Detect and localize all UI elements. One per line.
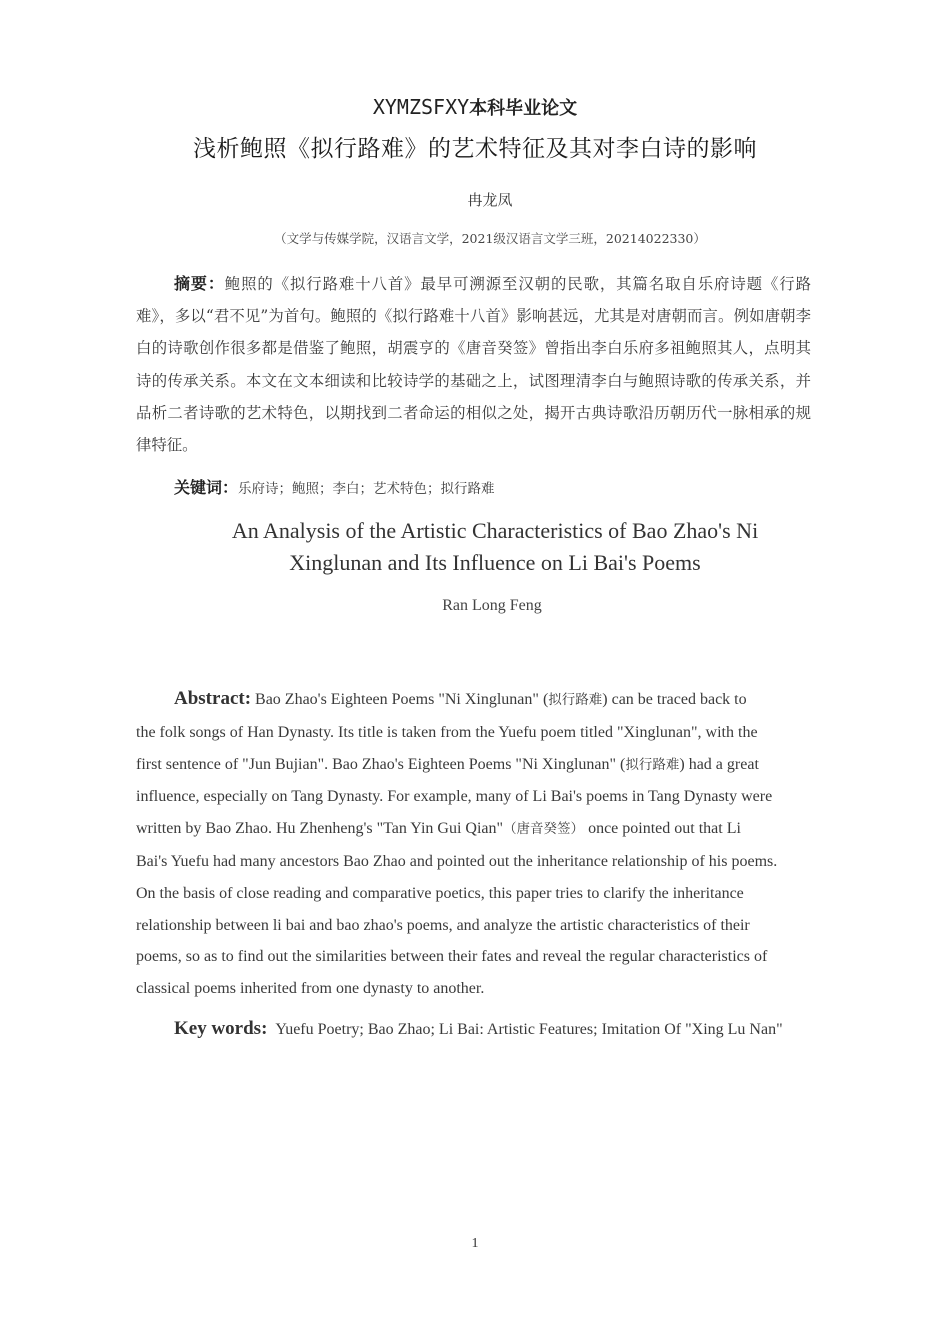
chinese-abstract-text: 鲍照的《拟行路难十八首》最早可溯源至汉朝的民歌，其篇名取自乐府诗题《行路难》，多以“君不见”为首句。鲍照的《拟行路难十八首》影响甚远，尤其是对唐朝而言。例如唐朝李白的诗歌创作很多都是借鉴了鲍照，胡震亨的《唐音癸签》曾指出李白乐府多祖鲍照其人，点明其诗的传承关系。本文在文本细读和比较诗学的基础之上，试图理清李白与鲍照诗歌的传承关系，并品析二者诗歌的艺术特色，以期找到二者命运的相似之处，揭开古典诗歌沿历朝历代一脉相承的规律特征。 <box>136 275 811 455</box>
english-author-name: Ran Long Feng <box>442 597 542 614</box>
abstract-line: classical poems inherited from one dynasty to another. <box>136 980 485 998</box>
header-series: XYMZSFXY <box>372 95 470 119</box>
english-title-line2: Xinglunan and Its Influence on Li Bai's Poems <box>289 550 701 575</box>
english-keywords-value: Yuefu Poetry; Bao Zhao; Li Bai: Artistic Features; Imitation Of "Xing Lu Nan" <box>275 1021 783 1038</box>
english-title <box>0 515 950 579</box>
header-label: 本科毕业论文 <box>469 98 578 119</box>
english-keywords-label: Key words: <box>174 1018 268 1039</box>
chinese-abstract-label: 摘要： <box>174 274 225 293</box>
author-name: 冉龙凤 <box>467 191 513 209</box>
abstract-line: influence, especially on Tang Dynasty. For example, many of Li Bai's poems in Tang Dynasty were <box>136 788 773 806</box>
thesis-header <box>0 94 950 120</box>
chinese-abstract <box>136 268 811 461</box>
abstract-line: Bai's Yuefu had many ancestors Bao Zhao and pointed out the inheritance relationship of his poems. <box>136 852 778 870</box>
chinese-keywords <box>174 475 495 498</box>
abstract-line: the folk songs of Han Dynasty. Its title is taken from the Yuefu poem titled "Xinglunan", with the <box>136 723 758 741</box>
page-number: 1 <box>471 1236 479 1251</box>
abstract-line: written by Bao Zhao. Hu Zhenheng's "Tan Yin Gui Qian"（唐音癸签） once pointed out that Li <box>136 820 741 838</box>
abstract-line: poems, so as to find out the similarities between their fates and reveal the regular characteristics of <box>136 948 768 966</box>
english-keywords <box>174 1018 783 1040</box>
english-abstract <box>136 683 816 1005</box>
chinese-keywords-value: 乐府诗；鲍照；李白；艺术特色；拟行路难 <box>238 481 495 497</box>
abstract-line: On the basis of close reading and comparative poetics, this paper tries to clarify the inheritance <box>136 884 744 902</box>
english-abstract-label: Abstract: <box>174 688 252 709</box>
paper-title: 浅析鲍照《拟行路难》的艺术特征及其对李白诗的影响 <box>193 136 757 162</box>
abstract-line: Abstract: Bao Zhao's Eighteen Poems "Ni Xinglunan" (拟行路难) can be traced back to <box>174 688 747 709</box>
abstract-line: relationship between li bai and bao zhao's poems, and analyze the artistic characteristics of their <box>136 916 750 934</box>
chinese-keywords-label: 关键词： <box>174 478 239 497</box>
author-affiliation: （文学与传媒学院，汉语言文学，2021级汉语言文学三班，20214022330） <box>274 231 706 246</box>
english-title-line1: An Analysis of the Artistic Characteristics of Bao Zhao's Ni <box>231 518 759 543</box>
abstract-line: first sentence of "Jun Bujian". Bao Zhao's Eighteen Poems "Ni Xinglunan" (拟行路难) had a great <box>136 755 759 773</box>
